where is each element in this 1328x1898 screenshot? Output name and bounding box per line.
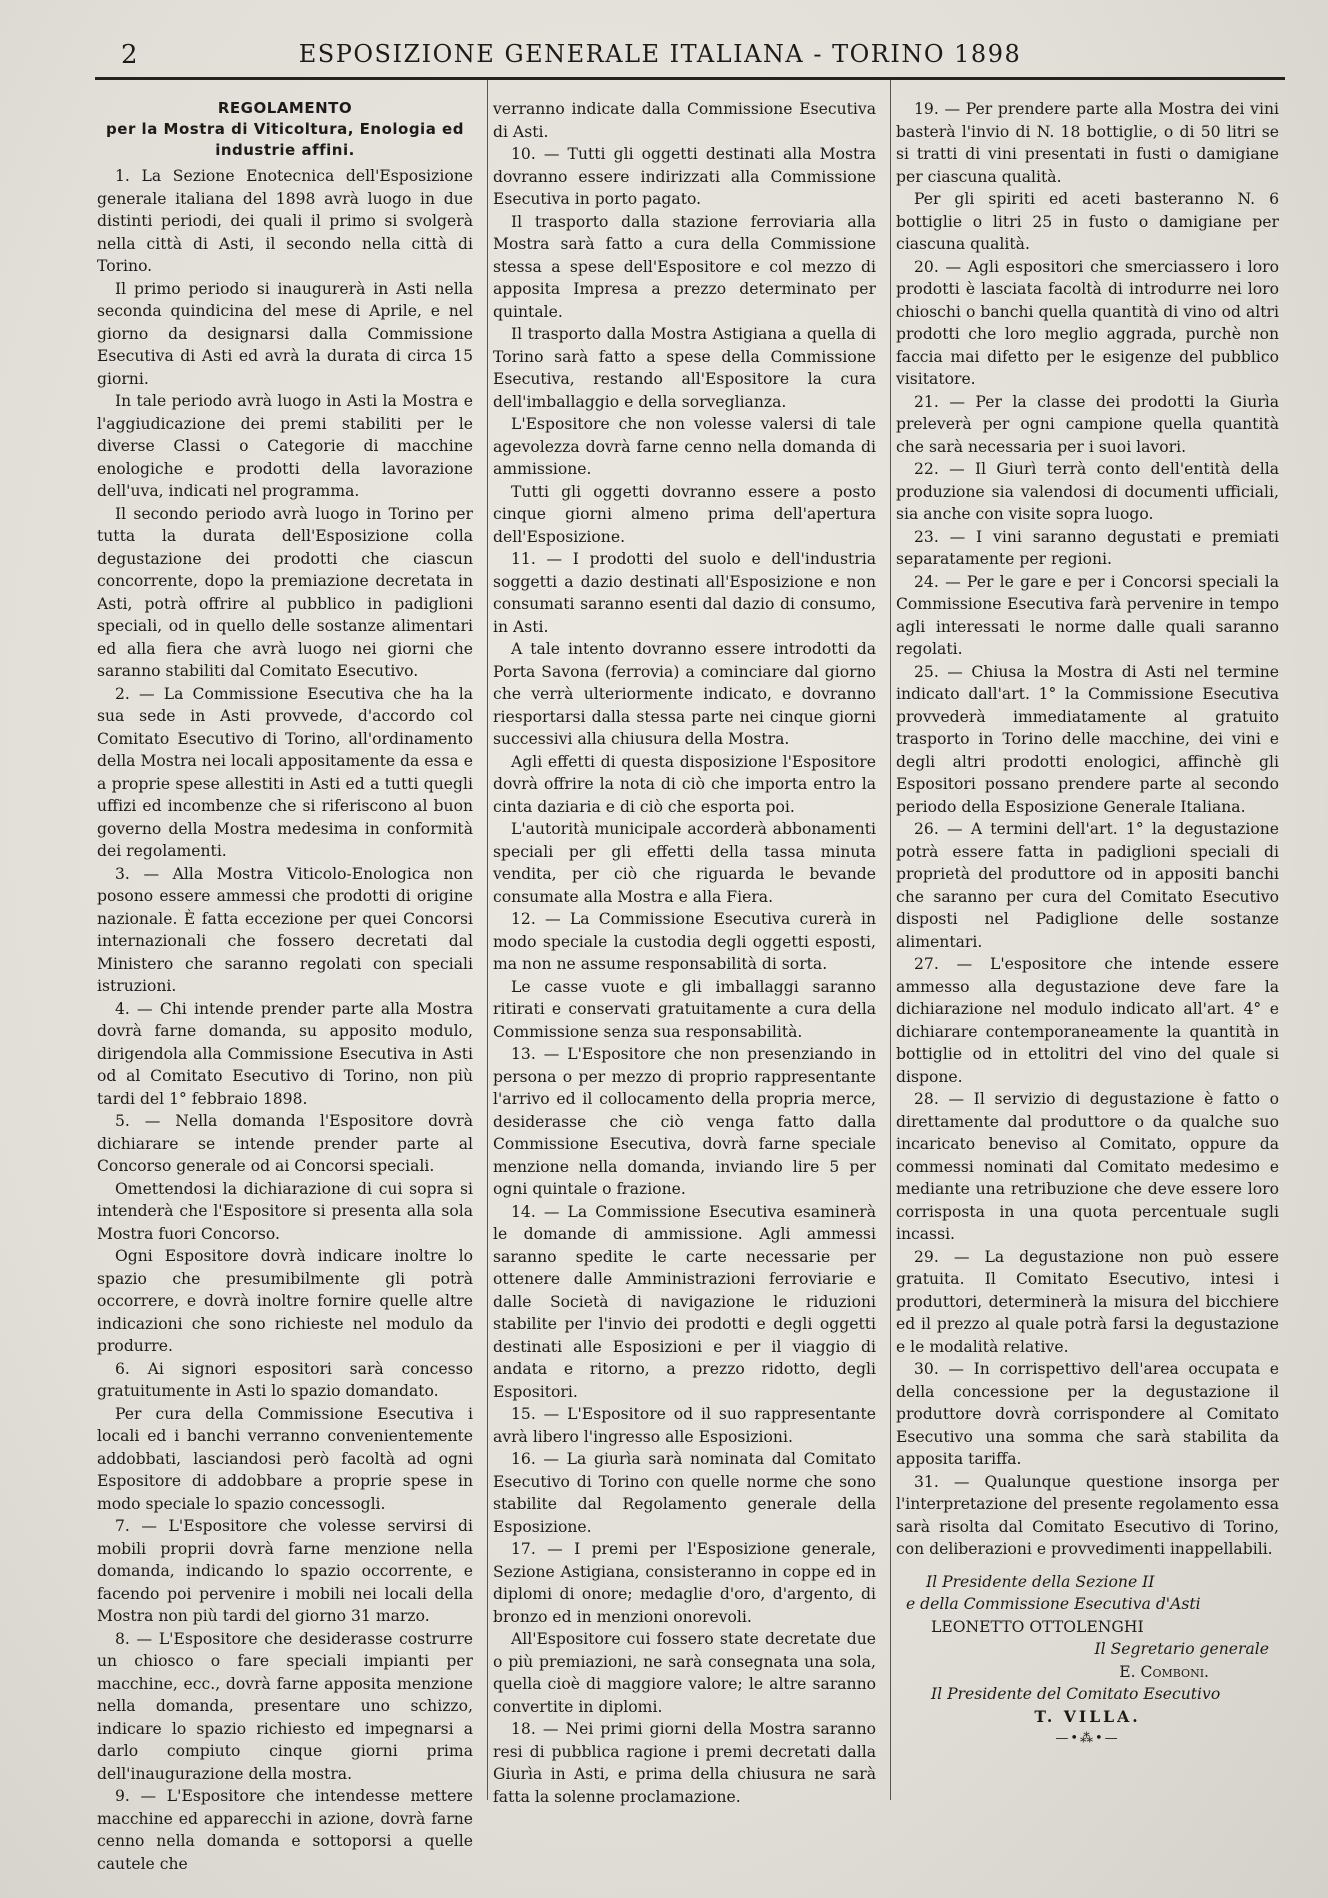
paragraph: Il trasporto dalla Mostra Astigiana a quella di Torino sarà fatto a spese della Commissione Esecutiva, restando all'Espositore la cura dell'imballaggio e della sorveglianza. <box>493 325 876 411</box>
paragraph: 27. — L'espositore che intende essere ammesso alla degustazione deve fare la dichiarazione nel modulo indicato all'art. 4° e dichiarare contemporaneamente la quantità in bottiglie od in ettolitri del vino del quale si dispone. <box>896 955 1279 1086</box>
paragraph: 15. — L'Espositore od il suo rappresentante avrà libero l'ingresso alle Esposizioni. <box>493 1405 876 1446</box>
paragraph: 12. — La Commissione Esecutiva curerà in modo speciale la custodia degli oggetti esposti, ma non ne assume responsabilità di sorta. <box>493 910 876 973</box>
paragraph: 29. — La degustazione non può essere gratuita. Il Comitato Esecutivo, intesi i produttori, determinerà la misura del bicchiere ed il prezzo al quale potrà farsi la degustazione e le modalità relative. <box>896 1247 1279 1356</box>
header-rule <box>95 77 1285 80</box>
paragraph: 7. — L'Espositore che volesse servirsi di mobili proprii dovrà farne menzione nella domanda, indicando lo spazio occorrente, e facendo poi pervenire i mobili nei locali della Mostra non più tardi del giorno 31 marzo. <box>97 1517 473 1625</box>
paragraph: Per cura della Commissione Esecutiva i locali ed i banchi verranno convenientemente addobbati, lasciandosi però facoltà ad ogni Espositore di addobbare a proprie spese in modo speciale lo spazio concessogli. <box>97 1404 473 1513</box>
page-header-title: ESPOSIZIONE GENERALE ITALIANA - TORINO 1898 <box>298 40 1022 68</box>
paragraph: Per gli spiriti ed aceti basteranno N. 6 bottiglie o litri 25 in fusto o damigiane per ciascuna qualità. <box>896 190 1279 253</box>
paragraph: 13. — L'Espositore che non presenziando in persona o per mezzo di proprio rappresentante l'arrivo ed il collocamento della propria merce, desiderasse che ciò venga fatto dalla Commissione Esecutiva, dovrà farne speciale menzione nella domanda, inviando lire 5 per ogni quintale o frazione. <box>493 1045 876 1198</box>
paragraph: 25. — Chiusa la Mostra di Asti nel termine indicato dall'art. 1° la Commissione Esecutiva provvederà immediatamente al gratuito trasporto in Torino delle macchine, dei vini e degli altri prodotti enologici, affinchè gli Espositori possano prendere parte al secondo periodo della Esposizione Generale Italiana. <box>896 662 1279 816</box>
paragraph: 10. — Tutti gli oggetti destinati alla Mostra dovranno essere indirizzati alla Commissione Esecutiva in porto pagato. <box>493 145 876 208</box>
paragraph: 3. — Alla Mostra Viticolo-Enologica non posono essere ammessi che prodotti di origine nazionale. È fatta eccezione per quei Concorsi internazionali che fossero decretati dal Ministero che saranno regolati con speciali istruzioni. <box>97 864 473 995</box>
paragraph: 26. — A termini dell'art. 1° la degustazione potrà essere fatta in padiglioni speciali di proprietà del produttore od in appositi banchi che saranno per cura del Comitato Esecutivo disposti nel Padiglione delle sostanze alimentari. <box>896 820 1279 951</box>
paragraph: 17. — I premi per l'Esposizione generale, Sezione Astigiana, consisteranno in coppe ed in diplomi di onore; medaglie d'oro, d'argento, di bronzo ed in menzioni onorevoli. <box>493 1540 876 1626</box>
page-number: 2 <box>121 40 139 70</box>
paragraph: verranno indicate dalla Commissione Esecutiva di Asti. <box>493 100 876 141</box>
paragraph: 30. — In corrispettivo dell'area occupata e della concessione per la degustazione il produttore dovrà corrispondere al Comitato Esecutivo una somma che sarà stabilita da apposita tariffa. <box>896 1360 1279 1468</box>
signature-name-ottolenghi: LEONETTO OTTOLENGHI <box>931 1617 1144 1636</box>
paragraph: 23. — I vini saranno degustati e premiati separatamente per regioni. <box>896 527 1279 568</box>
paragraph: 21. — Per la classe dei prodotti la Giurìa preleverà per ogni campione quella quantità che sarà necessaria per i suoi lavori. <box>896 392 1279 456</box>
signature-committee-president-title: Il Presidente del Comitato Esecutivo <box>931 1685 1221 1703</box>
paragraph: 4. — Chi intende prender parte alla Mostra dovrà farne domanda, su apposito modulo, dirigendola alla Commissione Esecutiva in Asti od al Comitato Esecutivo di Torino, non più tardi del 1° febbraio 1898. <box>97 999 473 1108</box>
ornament-icon: —•⁂•— <box>1055 1731 1120 1746</box>
paragraph: Le casse vuote e gli imballaggi saranno ritirati e conservati gratuitamente a cura della Commissione senza sua responsabilità. <box>493 977 876 1041</box>
paragraph: 19. — Per prendere parte alla Mostra dei vini basterà l'invio di N. 18 bottiglie, o di 50 litri se si tratti di vini presentati in fusti o damigiane per ciascuna qualità. <box>896 100 1279 186</box>
paragraph: 11. — I prodotti del suolo e dell'industria soggetti a dazio destinati all'Esposizione e non consumati saranno esenti dal dazio di consumo, in Asti. <box>493 550 876 636</box>
paragraph: Il trasporto dalla stazione ferroviaria alla Mostra sarà fatto a cura della Commissione stessa a spese dell'Espositore e col mezzo di apposita Impresa a prezzo determinato per quintale. <box>493 212 876 321</box>
paragraph: 2. — La Commissione Esecutiva che ha la sua sede in Asti provvede, d'accordo col Comitato Esecutivo di Torino, all'ordinamento della Mostra nei locali appositamente da essa e a proprie spese allestiti in Asti ed a tutti quegli uffizi ed incombenze che si riferiscono al buon governo della Mostra medesima in conformità dei regolamenti. <box>97 684 473 860</box>
paragraph: 31. — Qualunque questione insorga per l'interpretazione del presente regolamento essa sarà risolta dal Comitato Esecutivo di Torino, con deliberazioni e provvedimenti inappellabili. <box>896 1472 1279 1558</box>
paragraph: 9. — L'Espositore che intendesse mettere macchine ed apparecchi in azione, dovrà farne cenno nella domanda e sottoporsi a quelle cautele che <box>97 1787 473 1873</box>
signature-section-president-title: Il Presidente della Sezione II <box>926 1572 1155 1591</box>
running-head <box>115 40 1205 72</box>
signature-name-comboni: E. Comboni. <box>1119 1662 1209 1681</box>
paragraph: Agli effetti di questa disposizione l'Espositore dovrà offrire la nota di ciò che importa entro la cinta daziaria e di ciò che esporta poi. <box>493 752 876 816</box>
section-title <box>97 98 473 161</box>
paragraph: 22. — Il Giurì terrà conto dell'entità della produzione sia valendosi di documenti ufficiali, sia anche con visite sopra luogo. <box>896 460 1279 523</box>
paragraph: L'Espositore che non volesse valersi di tale agevolezza dovrà farne cenno nella domanda di ammissione. <box>493 415 876 478</box>
paragraph: 20. — Agli espositori che smerciassero i loro prodotti è lasciata facoltà di introdurre nei loro chioschi o banchi quella quantità di vino od altri prodotti che loro meglio aggrada, purchè non faccia mai difetto per le esigenze del pubblico visitatore. <box>896 257 1279 388</box>
paragraph: 28. — Il servizio di degustazione è fatto o direttamente dal produttore o da qualche suo incaricato beneviso al Comitato, oppure da commessi nominati dal Comitato medesimo e mediante una retribuzione che deve essere loro corrisposta in una quota percentuale sugli incassi. <box>896 1090 1279 1243</box>
column-1 <box>97 98 473 1875</box>
paragraph: 16. — La giurìa sarà nominata dal Comitato Esecutivo di Torino con quelle norme che sono stabilite dal Regolamento generale della Esposizione. <box>493 1450 876 1536</box>
paragraph: 24. — Per le gare e per i Concorsi speciali la Commissione Esecutiva farà pervenire in tempo agli interessati le norme dalle quali saranno regolati. <box>896 572 1279 658</box>
paragraph: A tale intento dovranno essere introdotti da Porta Savona (ferrovia) a cominciare dal giorno che verrà ulteriormente indicato, e dovranno riesportarsi dalla stessa parte nei cinque giorni successivi alla chiusura della Mostra. <box>493 640 876 748</box>
title-line-2: per la Mostra di Viticoltura, Enologia ed industrie affini. <box>106 120 464 159</box>
paragraph: 14. — La Commissione Esecutiva esaminerà le domande di ammissione. Agli ammessi saranno spedite le carte necessarie per ottenere dalle Amministrazioni ferroviarie e dalle Società di navigazione le riduzioni stabilite per l'invio dei prodotti e degli oggetti destinati alle Esposizioni e per il viaggio di andata e ritorno, a prezzo ridotto, degli Espositori. <box>493 1202 876 1401</box>
paragraph: 18. — Nei primi giorni della Mostra saranno resi di pubblica ragione i premi decretati dalla Giurìa in Asti, e prima della chiusura ne sarà fatta la solenne proclamazione. <box>493 1720 876 1806</box>
column-3 <box>896 98 1279 1751</box>
paragraph: 6. Ai signori espositori sarà concesso gratuitumente in Asti lo spazio domandato. <box>97 1359 473 1400</box>
paragraph: L'autorità municipale accorderà abbonamenti speciali per gli effetti della tassa minuta vendita, per ciò che riguarda le bevande consumate alla Mostra e alla Fiera. <box>493 820 876 906</box>
paragraph: 1. La Sezione Enotecnica dell'Esposizione generale italiana del 1898 avrà luogo in due distinti periodi, dei quali il primo si svolgerà nella città di Asti, il secondo nella città di Torino. <box>97 167 473 275</box>
paragraph: Il primo periodo si inaugurerà in Asti nella seconda quindicina del mese di Aprile, e nel giorno da designarsi dalla Commissione Esecutiva di Asti ed avrà la durata di circa 15 giorni. <box>97 279 473 388</box>
paragraph: Ogni Espositore dovrà indicare inoltre lo spazio che presumibilmente gli potrà occorrere, e dovrà inoltre fornire quelle altre indicazioni che sono richieste nel modulo da produrre. <box>97 1247 473 1355</box>
column-rule-2 <box>890 80 891 1800</box>
paragraph: Il secondo periodo avrà luogo in Torino per tutta la durata dell'Esposizione colla degustazione dei prodotti che ciascun concorrente, dopo la premiazione decretata in Asti, potrà offrire al pubblico in padiglioni speciali, od in quello delle sostanze alimentari ed alla fiera che avrà luogo nei giorni che saranno stabiliti dal Comitato Esecutivo. <box>97 504 473 680</box>
paragraph: All'Espositore cui fossero state decretate due o più premiazioni, ne sarà consegnata una sola, quella cioè di maggiore valore; le altre saranno convertite in diplomi. <box>493 1630 876 1716</box>
signature-section-commission: e della Commissione Esecutiva d'Asti <box>906 1595 1201 1613</box>
paragraph: Omettendosi la dichiarazione di cui sopra si intenderà che l'Espositore si presenta alla sola Mostra fuori Concorso. <box>97 1179 473 1243</box>
paragraph: 5. — Nella domanda l'Espositore dovrà dichiarare se intende prender parte al Concorso generale od ai Concorsi speciali. <box>97 1112 473 1175</box>
signature-name-villa: T. VILLA. <box>1034 1706 1141 1726</box>
paragraph: 8. — L'Espositore che desiderasse costrurre un chiosco o fare speciali impianti per macchine, ecc., dovrà farne apposita menzione nella domanda, presentare uno schizzo, indicare lo spazio richiesto ed impegnarsi a darlo compiuto cinque giorni prima dell'inaugurazione della mostra. <box>97 1629 473 1783</box>
column-rule-1 <box>487 80 488 1800</box>
paragraph: Tutti gli oggetti dovranno essere a posto cinque giorni almeno prima dell'apertura dell'Esposizione. <box>493 482 876 546</box>
signature-secretary-title: Il Segretario generale <box>1094 1640 1269 1658</box>
column-2 <box>493 98 876 1808</box>
title-line-1: REGOLAMENTO <box>217 99 353 117</box>
paragraph: In tale periodo avrà luogo in Asti la Mostra e l'aggiudicazione dei premi stabiliti per le diverse Classi o Categorie di macchine enologiche e prodotti della lavorazione dell'uva, indicati nel programma. <box>97 392 473 500</box>
